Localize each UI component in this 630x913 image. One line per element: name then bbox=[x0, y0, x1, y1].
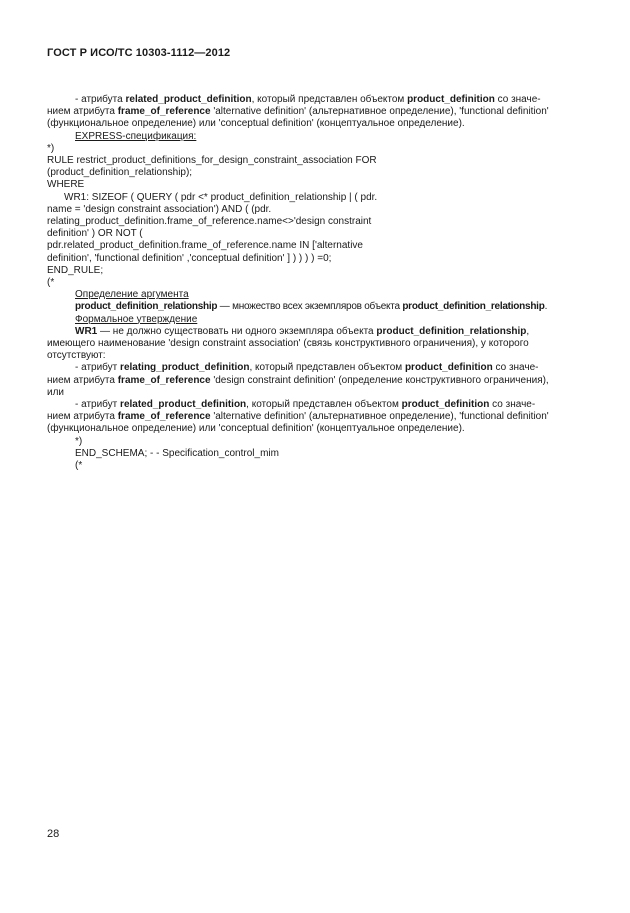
code-line: WR1: SIZEOF ( QUERY ( pdr <* product_definition_relationship | ( pdr. bbox=[64, 191, 378, 203]
code-line: *) bbox=[47, 142, 55, 154]
code-line: pdr.related_product_definition.frame_of_reference.name IN ['alternative bbox=[47, 240, 363, 252]
entity-name: product_definition_relationship bbox=[402, 301, 545, 313]
express-heading-paragraph bbox=[47, 131, 586, 143]
text: нием атрибута bbox=[47, 411, 118, 423]
text: , который представлен объектом bbox=[251, 94, 408, 105]
code-line: WHERE bbox=[47, 179, 85, 191]
code-line: (* bbox=[75, 460, 83, 472]
code-line: *) bbox=[75, 435, 83, 447]
code-line: END_RULE; bbox=[47, 264, 104, 276]
text: . bbox=[544, 301, 548, 313]
text: — не должно существовать ни одного экземпляра объекта bbox=[97, 325, 377, 337]
code-line: relating_product_definition.frame_of_reference.name<>'design constraint bbox=[47, 216, 372, 228]
text: (функциональное определение) или 'conceptual definition' (концептуальное определение). bbox=[47, 118, 465, 130]
code-line: definition' ) OR NOT ( bbox=[47, 228, 143, 240]
entity-name: frame_of_reference bbox=[117, 106, 211, 118]
code-line: name = 'design constraint association') AND ( (pdr. bbox=[47, 203, 272, 215]
text: - атрибута bbox=[75, 94, 126, 105]
entity-name: related_product_definition bbox=[120, 399, 247, 411]
text: (функциональное определение) или 'conceptual definition' (концептуальное определение). bbox=[47, 423, 465, 435]
text: со значе- bbox=[489, 399, 536, 411]
entity-name: frame_of_reference bbox=[117, 374, 211, 386]
entity-name: product_definition bbox=[401, 399, 490, 411]
text: 'alternative definition' (альтернативное определение), 'functional definition' bbox=[210, 411, 549, 423]
entity-name: product_definition bbox=[404, 362, 493, 374]
wr1-paragraph bbox=[47, 326, 586, 363]
code-line: (product_definition_relationship); bbox=[47, 167, 193, 179]
arg-heading-paragraph bbox=[47, 289, 586, 301]
text: нием атрибута bbox=[47, 106, 118, 118]
entity-name: product_definition_relationship bbox=[75, 301, 218, 313]
entity-name: product_definition bbox=[407, 94, 495, 105]
code-line: definition', 'functional definition' ,'conceptual definition' ] ) ) ) ) =0; bbox=[47, 252, 332, 264]
text: или bbox=[47, 386, 65, 398]
text: нием атрибута bbox=[47, 374, 118, 386]
text: 'alternative definition' (альтернативное определение), 'functional definition' bbox=[210, 106, 549, 118]
text: со значе- bbox=[494, 94, 541, 105]
text: , bbox=[526, 325, 530, 337]
text: со значе- bbox=[492, 362, 539, 374]
text: отсутствуют: bbox=[47, 350, 106, 362]
page-number: 28 bbox=[47, 828, 60, 840]
code-line: RULE restrict_product_definitions_for_design_constraint_association FOR bbox=[47, 155, 377, 167]
text: — множество всех экземпляров объекта bbox=[217, 301, 403, 313]
page-body bbox=[47, 94, 586, 472]
formal-heading-paragraph bbox=[47, 314, 586, 326]
text: - атрибут bbox=[75, 362, 121, 374]
arg-definition bbox=[47, 301, 586, 313]
express-heading: EXPRESS-спецификация: bbox=[75, 130, 197, 142]
code-line: (* bbox=[47, 277, 55, 289]
page-header: ГОСТ Р ИСО/ТС 10303-1112—2012 bbox=[47, 47, 231, 59]
code-line: END_SCHEMA; - - Specification_control_mim bbox=[75, 447, 279, 459]
rule-label: WR1 bbox=[75, 325, 98, 337]
text: 'design constraint definition' (определение конструктивного ограничения), bbox=[210, 374, 549, 386]
text: , который представлен объектом bbox=[246, 399, 402, 411]
entity-name: relating_product_definition bbox=[120, 362, 250, 374]
text: - атрибут bbox=[75, 399, 121, 411]
entity-name: frame_of_reference bbox=[117, 411, 211, 423]
text: имеющего наименование 'design constraint association' (связь конструктивного ограничения), у которого bbox=[47, 338, 529, 350]
attr-relating-paragraph bbox=[47, 362, 586, 399]
entity-name: related_product_definition bbox=[125, 94, 252, 105]
express-code-block bbox=[47, 143, 586, 289]
paragraph-attribute-related bbox=[47, 94, 586, 131]
formal-heading: Формальное утверждение bbox=[75, 313, 198, 325]
arg-heading: Определение аргумента bbox=[75, 289, 189, 301]
text: , который представлен объектом bbox=[249, 362, 405, 374]
attr-related-paragraph bbox=[47, 399, 586, 436]
entity-name: product_definition_relationship bbox=[376, 325, 527, 337]
